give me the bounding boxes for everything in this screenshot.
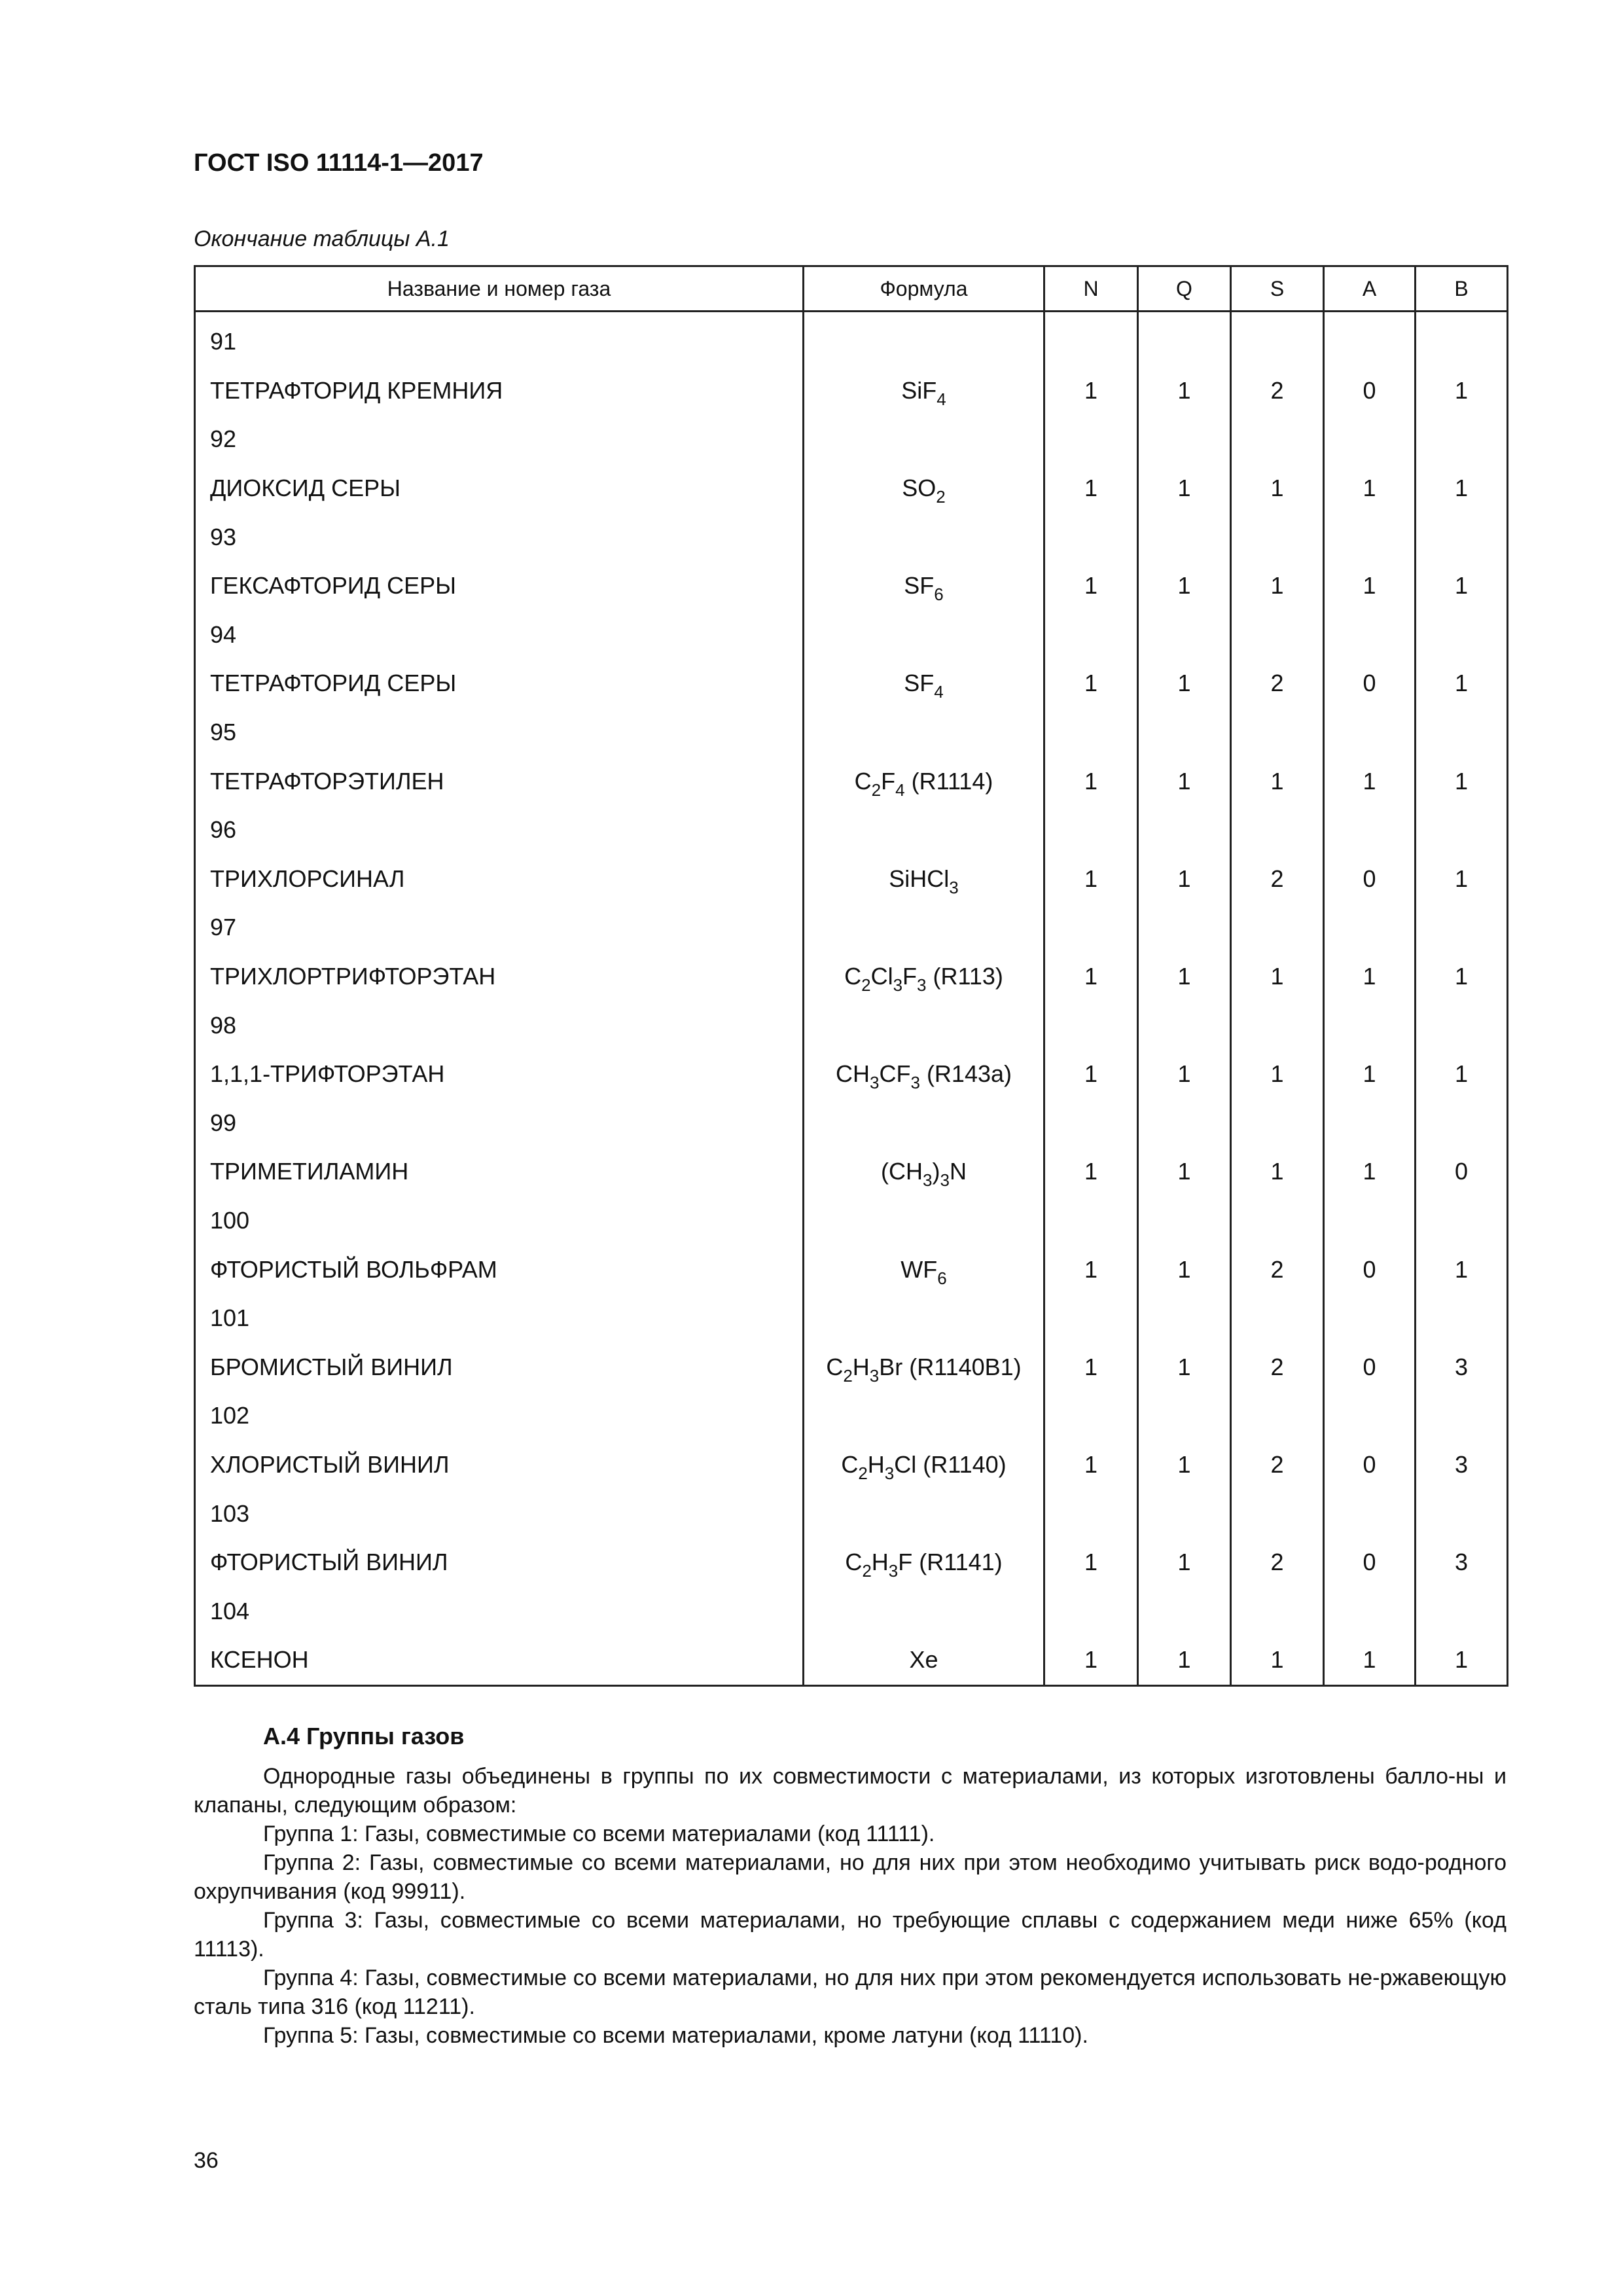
formula-part: C [845,1549,863,1576]
empty-cell [804,415,1044,464]
formula-subscript: 4 [934,682,944,702]
value-s: 1 [1231,757,1324,806]
formula-subscript: 3 [923,1170,933,1191]
empty-cell [1324,1294,1416,1343]
value-a: 1 [1324,464,1416,513]
empty-cell [1416,611,1508,660]
table-caption: Окончание таблицы А.1 [194,226,450,251]
empty-cell [1324,1587,1416,1636]
formula-subscript: 2 [858,1463,868,1483]
formula-part: SF [904,670,935,697]
empty-cell [804,611,1044,660]
empty-cell [1231,415,1324,464]
empty-cell [1138,1489,1231,1538]
gas-number-row [195,611,1508,660]
gas-number: 103 [195,1489,804,1538]
empty-cell [1324,415,1416,464]
value-b: 1 [1416,464,1508,513]
formula-subscript: 3 [869,1365,880,1386]
group-5-paragraph: Группа 5: Газы, совместимые со всеми материалами, кроме латуни (код 11110). [263,2023,1088,2048]
empty-cell [1324,1099,1416,1148]
gas-name: ХЛОРИСТЫЙ ВИНИЛ [195,1441,804,1490]
gas-row [195,855,1508,904]
empty-cell [1416,1587,1508,1636]
gas-number-row [195,512,1508,562]
empty-cell [1324,1489,1416,1538]
formula-part: (R1114) [904,767,993,795]
gas-formula [804,1050,1044,1099]
value-s: 2 [1231,659,1324,708]
empty-cell [1324,1391,1416,1441]
empty-cell [1044,312,1138,367]
value-a: 0 [1324,1538,1416,1587]
empty-cell [1231,1001,1324,1050]
empty-cell [1416,1489,1508,1538]
empty-cell [1231,1391,1324,1441]
empty-cell [804,1001,1044,1050]
gas-number: 92 [195,415,804,464]
table-header-row [195,266,1508,312]
empty-cell [1231,1196,1324,1246]
formula-part: WF [901,1255,938,1283]
value-b: 1 [1416,367,1508,416]
empty-cell [1044,1196,1138,1246]
empty-cell [1044,512,1138,562]
value-b: 1 [1416,659,1508,708]
value-n: 1 [1044,952,1138,1001]
gas-name: ТРИХЛОРТРИФТОРЭТАН [195,952,804,1001]
value-a: 0 [1324,855,1416,904]
formula-part: SiHCl [889,865,950,892]
formula-part: SO [902,475,936,502]
value-q: 1 [1138,464,1231,513]
empty-cell [1324,806,1416,855]
table-body [195,312,1508,1686]
group-4-paragraph: Группа 4: Газы, совместимые со всеми материалами, но для них при этом рекомендуется использовать не-ржавеющую сталь типа 316 (код 11211). [194,1965,1507,2019]
formula-subscript: 3 [949,877,959,897]
gas-number: 97 [195,903,804,952]
empty-cell [1416,1099,1508,1148]
value-q: 1 [1138,1538,1231,1587]
gas-number-row [195,1391,1508,1441]
value-b: 1 [1416,952,1508,1001]
empty-cell [804,708,1044,757]
gas-row [195,1147,1508,1196]
empty-cell [1324,903,1416,952]
value-s: 1 [1231,1147,1324,1196]
empty-cell [1044,806,1138,855]
formula-part: F (R1141) [898,1549,1003,1576]
value-n: 1 [1044,1441,1138,1490]
empty-cell [1416,806,1508,855]
value-n: 1 [1044,855,1138,904]
empty-cell [1138,1099,1231,1148]
empty-cell [1044,1099,1138,1148]
value-q: 1 [1138,1050,1231,1099]
page-number: 36 [194,2148,219,2173]
empty-cell [1416,512,1508,562]
empty-cell [1416,415,1508,464]
gas-name: ФТОРИСТЫЙ ВОЛЬФРАМ [195,1245,804,1294]
formula-part: CH [836,1060,870,1088]
formula-part: SF [904,572,935,600]
gas-number: 95 [195,708,804,757]
value-s: 1 [1231,1050,1324,1099]
formula-subscript: 3 [893,975,903,996]
gas-row [195,1050,1508,1099]
value-n: 1 [1044,1050,1138,1099]
empty-cell [1138,312,1231,367]
gas-formula [804,1636,1044,1685]
gas-row [195,1538,1508,1587]
formula-subscript: 3 [888,1561,899,1581]
column-header-q: Q [1138,266,1231,312]
empty-cell [1044,903,1138,952]
gas-row [195,367,1508,416]
value-q: 1 [1138,562,1231,611]
formula-part: (R143a) [919,1060,1012,1088]
gas-number: 91 [195,312,804,367]
formula-part: H [867,1450,885,1478]
formula-subscript: 4 [936,389,946,409]
empty-cell [1044,1391,1138,1441]
value-s: 2 [1231,1538,1324,1587]
empty-cell [1138,1587,1231,1636]
column-header-s: S [1231,266,1324,312]
empty-cell [1138,1294,1231,1343]
empty-cell [804,903,1044,952]
gas-formula [804,367,1044,416]
value-s: 2 [1231,367,1324,416]
column-header-formula: Формула [804,266,1044,312]
empty-cell [1416,1196,1508,1246]
empty-cell [1044,1294,1138,1343]
formula-subscript: 3 [910,1073,920,1093]
empty-cell [1416,1391,1508,1441]
gas-table [194,265,1508,1687]
gas-name: ТЕТРАФТОРЭТИЛЕН [195,757,804,806]
empty-cell [1231,512,1324,562]
value-q: 1 [1138,1636,1231,1685]
value-s: 1 [1231,1636,1324,1685]
empty-cell [1138,1196,1231,1246]
section-heading: А.4 Группы газов [263,1723,465,1749]
formula-part: C [844,963,862,990]
value-s: 2 [1231,1342,1324,1391]
empty-cell [1044,1587,1138,1636]
column-header-a: A [1324,266,1416,312]
gas-number-row [195,1196,1508,1246]
value-a: 0 [1324,367,1416,416]
empty-cell [1324,512,1416,562]
value-q: 1 [1138,1245,1231,1294]
formula-part: (CH [881,1158,923,1185]
gas-name: ФТОРИСТЫЙ ВИНИЛ [195,1538,804,1587]
value-n: 1 [1044,367,1138,416]
gas-row [195,757,1508,806]
empty-cell [1044,611,1138,660]
gas-name: 1,1,1-ТРИФТОРЭТАН [195,1050,804,1099]
formula-part: H [852,1353,870,1380]
empty-cell [1044,708,1138,757]
empty-cell [1138,512,1231,562]
formula-part: ) [932,1158,940,1185]
empty-cell [804,312,1044,367]
empty-cell [1324,1001,1416,1050]
formula-subscript: 6 [934,584,944,605]
gas-name: ДИОКСИД СЕРЫ [195,464,804,513]
empty-cell [1231,903,1324,952]
empty-cell [1138,708,1231,757]
empty-cell [1138,1391,1231,1441]
value-q: 1 [1138,1441,1231,1490]
empty-cell [1231,708,1324,757]
formula-part: SiF [901,376,937,404]
gas-name: ТРИХЛОРСИНАЛ [195,855,804,904]
value-q: 1 [1138,659,1231,708]
empty-cell [1231,1489,1324,1538]
empty-cell [804,1294,1044,1343]
gas-number: 102 [195,1391,804,1441]
gas-formula [804,562,1044,611]
formula-subscript: 3 [917,975,927,996]
formula-part: F [881,767,896,795]
empty-cell [1324,611,1416,660]
gas-number-row [195,415,1508,464]
document-header: ГОСТ ISO 11114-1—2017 [194,149,484,177]
empty-cell [1044,1001,1138,1050]
gas-number-row [195,1099,1508,1148]
value-n: 1 [1044,562,1138,611]
value-q: 1 [1138,757,1231,806]
value-b: 1 [1416,757,1508,806]
formula-part: H [871,1549,889,1576]
value-a: 1 [1324,1147,1416,1196]
gas-number-row [195,806,1508,855]
empty-cell [1231,1294,1324,1343]
formula-part: (R113) [926,963,1003,990]
formula-subscript: 2 [843,1365,853,1386]
empty-cell [1138,611,1231,660]
value-n: 1 [1044,1538,1138,1587]
empty-cell [1324,708,1416,757]
empty-cell [804,1099,1044,1148]
gas-name: ТЕТРАФТОРИД СЕРЫ [195,659,804,708]
group-1-paragraph: Группа 1: Газы, совместимые со всеми материалами (код 11111). [263,1821,935,1846]
gas-number-row [195,708,1508,757]
gas-row [195,562,1508,611]
section-gas-groups [194,1720,1507,2050]
value-a: 1 [1324,952,1416,1001]
gas-formula [804,855,1044,904]
value-s: 1 [1231,464,1324,513]
gas-number: 101 [195,1294,804,1343]
value-q: 1 [1138,1147,1231,1196]
formula-part: C [841,1450,859,1478]
value-n: 1 [1044,1636,1138,1685]
gas-number: 96 [195,806,804,855]
column-header-name: Название и номер газа [195,266,804,312]
empty-cell [1044,415,1138,464]
formula-subscript: 3 [940,1170,950,1191]
column-header-b: B [1416,266,1508,312]
gas-name: КСЕНОН [195,1636,804,1685]
formula-subscript: 2 [871,780,882,800]
gas-number: 94 [195,611,804,660]
value-n: 1 [1044,659,1138,708]
formula-part: Cl [870,963,893,990]
formula-part: Br (R1140B1) [879,1353,1022,1380]
value-b: 0 [1416,1147,1508,1196]
gas-number: 98 [195,1001,804,1050]
empty-cell [804,1587,1044,1636]
empty-cell [1231,611,1324,660]
gas-number-row [195,1489,1508,1538]
formula-part: Xe [909,1646,938,1674]
value-q: 1 [1138,855,1231,904]
formula-subscript: 3 [870,1073,880,1093]
value-s: 1 [1231,952,1324,1001]
gas-formula [804,464,1044,513]
value-a: 1 [1324,1050,1416,1099]
gas-formula [804,659,1044,708]
gas-number-row [195,903,1508,952]
empty-cell [1416,708,1508,757]
value-n: 1 [1044,1342,1138,1391]
gas-formula [804,757,1044,806]
gas-name: БРОМИСТЫЙ ВИНИЛ [195,1342,804,1391]
empty-cell [1231,1587,1324,1636]
empty-cell [1416,1294,1508,1343]
value-s: 2 [1231,1245,1324,1294]
value-a: 0 [1324,1342,1416,1391]
value-b: 1 [1416,1245,1508,1294]
value-q: 1 [1138,367,1231,416]
formula-part: Cl (R1140) [894,1450,1007,1478]
empty-cell [1138,1001,1231,1050]
value-a: 1 [1324,562,1416,611]
gas-number-row [195,1587,1508,1636]
gas-number: 104 [195,1587,804,1636]
gas-name: ГЕКСАФТОРИД СЕРЫ [195,562,804,611]
gas-number: 99 [195,1099,804,1148]
empty-cell [1416,1001,1508,1050]
empty-cell [804,1196,1044,1246]
empty-cell [1138,806,1231,855]
formula-part: N [949,1158,967,1185]
empty-cell [804,1391,1044,1441]
formula-subscript: 6 [937,1268,947,1288]
gas-row [195,952,1508,1001]
formula-part: F [902,963,918,990]
gas-row [195,1441,1508,1490]
gas-formula [804,1245,1044,1294]
gas-number-row [195,1294,1508,1343]
gas-row [195,1636,1508,1685]
value-q: 1 [1138,1342,1231,1391]
gas-number-row [195,312,1508,367]
value-b: 1 [1416,562,1508,611]
formula-subscript: 3 [884,1463,895,1483]
group-3-paragraph: Группа 3: Газы, совместимые со всеми материалами, но требующие сплавы с содержанием меди ниже 65% (код 11113). [194,1908,1507,1962]
empty-cell [1231,1099,1324,1148]
group-2-paragraph: Группа 2: Газы, совместимые со всеми материалами, но для них при этом необходимо учитывать риск водо-родного охрупчивания (код 99911). [194,1850,1507,1904]
gas-row [195,659,1508,708]
empty-cell [804,1489,1044,1538]
value-s: 1 [1231,562,1324,611]
formula-part: C [854,767,872,795]
value-a: 0 [1324,659,1416,708]
empty-cell [1324,1196,1416,1246]
formula-subscript: 2 [862,1561,872,1581]
empty-cell [1231,312,1324,367]
empty-cell [1138,903,1231,952]
section-paragraph: Однородные газы объединены в группы по их совместимости с материалами, из которых изготовлены балло-ны и клапаны, следующим образом: [194,1764,1507,1818]
gas-number-row [195,1001,1508,1050]
value-b: 3 [1416,1342,1508,1391]
value-n: 1 [1044,757,1138,806]
empty-cell [1324,312,1416,367]
value-n: 1 [1044,464,1138,513]
empty-cell [1138,415,1231,464]
value-n: 1 [1044,1245,1138,1294]
column-header-n: N [1044,266,1138,312]
gas-row [195,464,1508,513]
empty-cell [1044,1489,1138,1538]
formula-part: C [826,1353,844,1380]
gas-name: ТЕТРАФТОРИД КРЕМНИЯ [195,367,804,416]
gas-formula [804,952,1044,1001]
gas-row [195,1342,1508,1391]
value-b: 3 [1416,1441,1508,1490]
empty-cell [804,806,1044,855]
value-b: 1 [1416,855,1508,904]
empty-cell [1416,903,1508,952]
empty-cell [1416,312,1508,367]
value-s: 2 [1231,1441,1324,1490]
gas-formula [804,1441,1044,1490]
value-b: 1 [1416,1636,1508,1685]
value-b: 1 [1416,1050,1508,1099]
formula-subscript: 4 [895,780,905,800]
gas-formula [804,1147,1044,1196]
value-a: 1 [1324,757,1416,806]
value-a: 0 [1324,1245,1416,1294]
gas-formula [804,1342,1044,1391]
empty-cell [1231,806,1324,855]
value-a: 1 [1324,1636,1416,1685]
formula-subscript: 2 [861,975,871,996]
gas-number: 93 [195,512,804,562]
gas-formula [804,1538,1044,1587]
value-s: 2 [1231,855,1324,904]
value-a: 0 [1324,1441,1416,1490]
gas-number: 100 [195,1196,804,1246]
gas-name: ТРИМЕТИЛАМИН [195,1147,804,1196]
value-n: 1 [1044,1147,1138,1196]
formula-part: CF [879,1060,911,1088]
value-b: 3 [1416,1538,1508,1587]
empty-cell [804,512,1044,562]
value-q: 1 [1138,952,1231,1001]
gas-row [195,1245,1508,1294]
formula-subscript: 2 [936,487,946,507]
